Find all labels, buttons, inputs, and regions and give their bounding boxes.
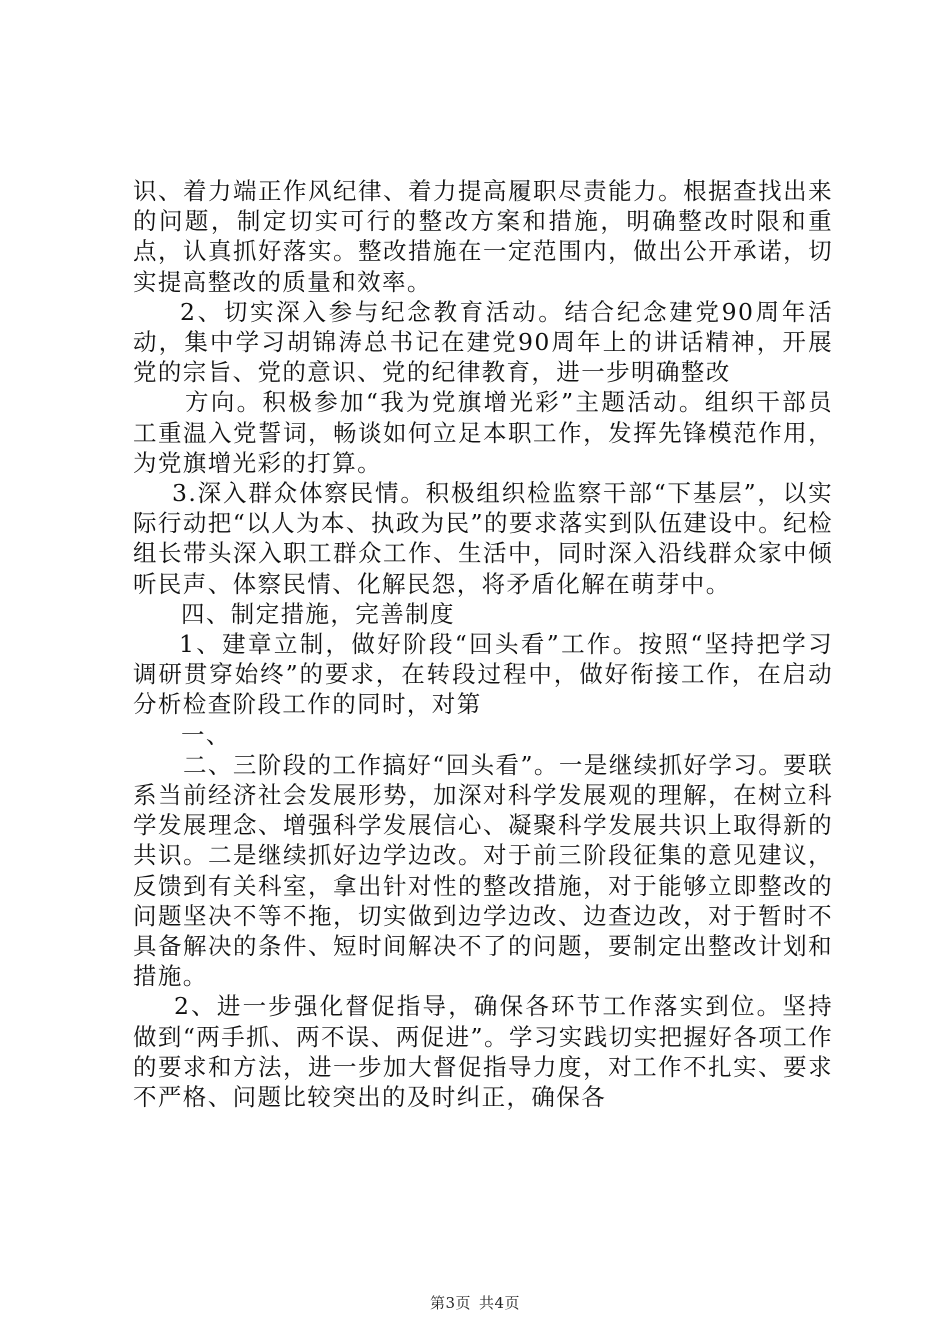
section-heading: 四、制定措施，完善制度 [181, 599, 455, 628]
page-total: 共4页 [479, 1294, 521, 1312]
page-footer [0, 1292, 950, 1313]
document-body [133, 176, 833, 1112]
paragraph-7: 二、三阶段的工作搞好“回头看”。一是继续抓好学习。要联系当前经济社会发展形势，加深对科学发展观的理解，在树立科学发展理念、增强科学发展信心、凝聚科学发展共识上取得新的共识。二是继续抓好边学边改。对于前三阶段征集的意见建议，反馈到有关科室，拿出针对性的整改措施，对于能够立即整改的问题坚决不等不拖，切实做到边学边改、边查边改，对于暂时不具备解决的条件、短时间解决不了的问题，要制定出整改计划和措施。 [133, 750, 833, 991]
paragraph-8: 2、进一步强化督促指导，确保各环节工作落实到位。坚持做到“两手抓、两不误、两促进”。学习实践切实把握好各项工作的要求和方法，进一步加大督促指导力度，对工作不扎实、要求不严格、问题比较突出的及时纠正，确保各 [133, 992, 833, 1112]
paragraph-1: 识、着力端正作风纪律、着力提高履职尽责能力。根据查找出来的问题，制定切实可行的整改方案和措施，明确整改时限和重点，认真抓好落实。整改措施在一定范围内，做出公开承诺，切实提高整改的质量和效率。 [133, 177, 833, 296]
paragraph-2: 2、切实深入参与纪念教育活动。结合纪念建党90周年活动，集中学习胡锦涛总书记在建党90周年上的讲话精神，开展党的宗旨、党的意识、党的纪律教育，进一步明确整改 [133, 297, 833, 387]
paragraph-6: 一、 [181, 720, 231, 749]
paragraph-5: 1、建章立制，做好阶段“回头看”工作。按照“坚持把学习调研贯穿始终”的要求，在转段过程中，做好衔接工作，在启动分析检查阶段工作的同时，对第 [133, 630, 833, 719]
paragraph-3: 方向。积极参加“我为党旗增光彩”主题活动。组织干部员工重温入党誓词，畅谈如何立足本职工作，发挥先锋模范作用，为党旗增光彩的打算。 [133, 388, 833, 477]
page-number: 第3页 [429, 1294, 471, 1312]
paragraph-4: 3.深入群众体察民情。积极组织检监察干部“下基层”，以实际行动把“以人为本、执政为民”的要求落实到队伍建设中。纪检组长带头深入职工群众工作、生活中，同时深入沿线群众家中倾听民声、体察民情、化解民怨，将矛盾化解在萌芽中。 [133, 479, 833, 598]
